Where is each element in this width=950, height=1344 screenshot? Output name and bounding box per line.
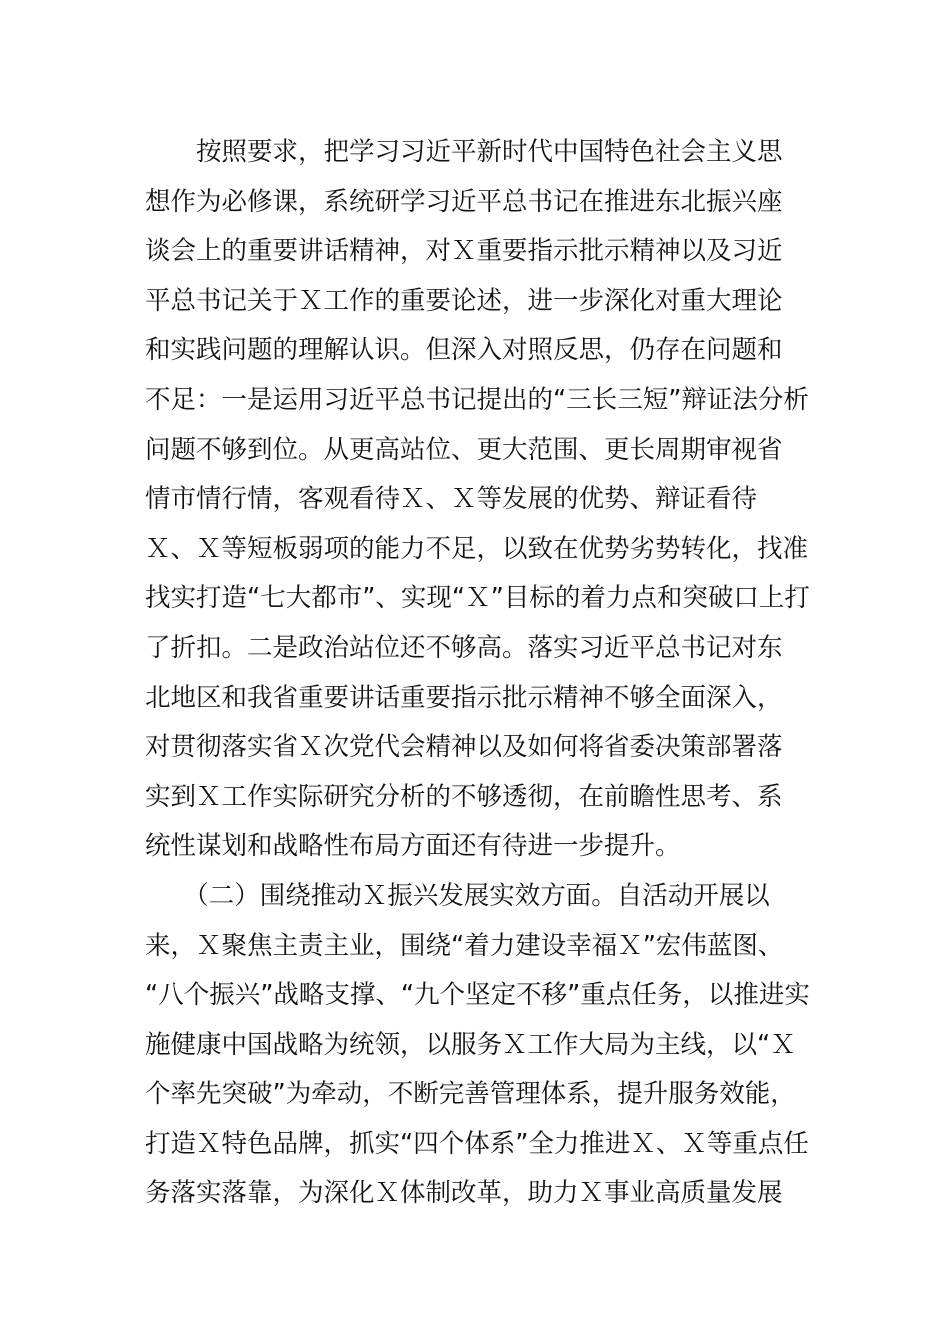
text-line: 情市情行情，客观看待Ｘ、Ｘ等发展的优势、辩证看待: [145, 484, 758, 515]
text-line: 问题不够到位。从更高站位、更大范围、更长周期审视省: [145, 434, 783, 465]
text-line: “八个振兴”战略支撑、“九个坚定不移”重点任务，以推进实: [145, 980, 810, 1011]
text-line: 平总书记关于Ｘ工作的重要论述，进一步深化对重大理论: [145, 285, 783, 316]
text-line: 统性谋划和战略性布局方面还有待进一步提升。: [145, 831, 681, 862]
text-line: 谈会上的重要讲话精神，对Ｘ重要指示批示精神以及习近: [145, 236, 783, 267]
text-line: 打造Ｘ特色品牌，抓实“四个体系”全力推进Ｘ、Ｘ等重点任: [145, 1128, 809, 1159]
text-line: 实到Ｘ工作实际研究分析的不够透彻，在前瞻性思考、系: [145, 781, 783, 812]
text-line: Ｘ、Ｘ等短板弱项的能力不足，以致在优势劣势转化，找准: [145, 533, 809, 564]
text-line: 来，Ｘ聚焦主责主业，围绕“着力建设幸福Ｘ”宏伟蓝图、: [145, 930, 784, 961]
text-line: 北地区和我省重要讲话重要指示批示精神不够全面深入，: [145, 682, 783, 713]
document-body: [145, 128, 815, 1219]
text-line: （二）围绕推动Ｘ振兴发展实效方面。自活动开展以: [145, 880, 770, 911]
text-line: 找实打造“七大都市”、实现“Ｘ”目标的着力点和突破口上打: [145, 583, 810, 614]
text-line: 按照要求，把学习习近平新时代中国特色社会主义思: [145, 137, 783, 167]
text-line: 务落实落靠，为深化Ｘ体制改革，助力Ｘ事业高质量发展: [145, 1178, 783, 1209]
text-line: 了折扣。二是政治站位还不够高。落实习近平总书记对东: [145, 632, 783, 663]
text-line: 个率先突破”为牵动，不断完善管理体系，提升服务效能，: [145, 1079, 796, 1110]
text-line: 施健康中国战略为统领，以服务Ｘ工作大局为主线，以“Ｘ: [145, 1029, 796, 1060]
text-line: 和实践问题的理解认识。但深入对照反思，仍存在问题和: [145, 335, 783, 366]
text-line: 对贯彻落实省Ｘ次党代会精神以及如何将省委决策部署落: [145, 732, 783, 763]
text-line: 不足：一是运用习近平总书记提出的“三长三短”辩证法分析: [145, 384, 809, 415]
text-line: 想作为必修课，系统研学习近平总书记在推进东北振兴座: [145, 186, 783, 217]
